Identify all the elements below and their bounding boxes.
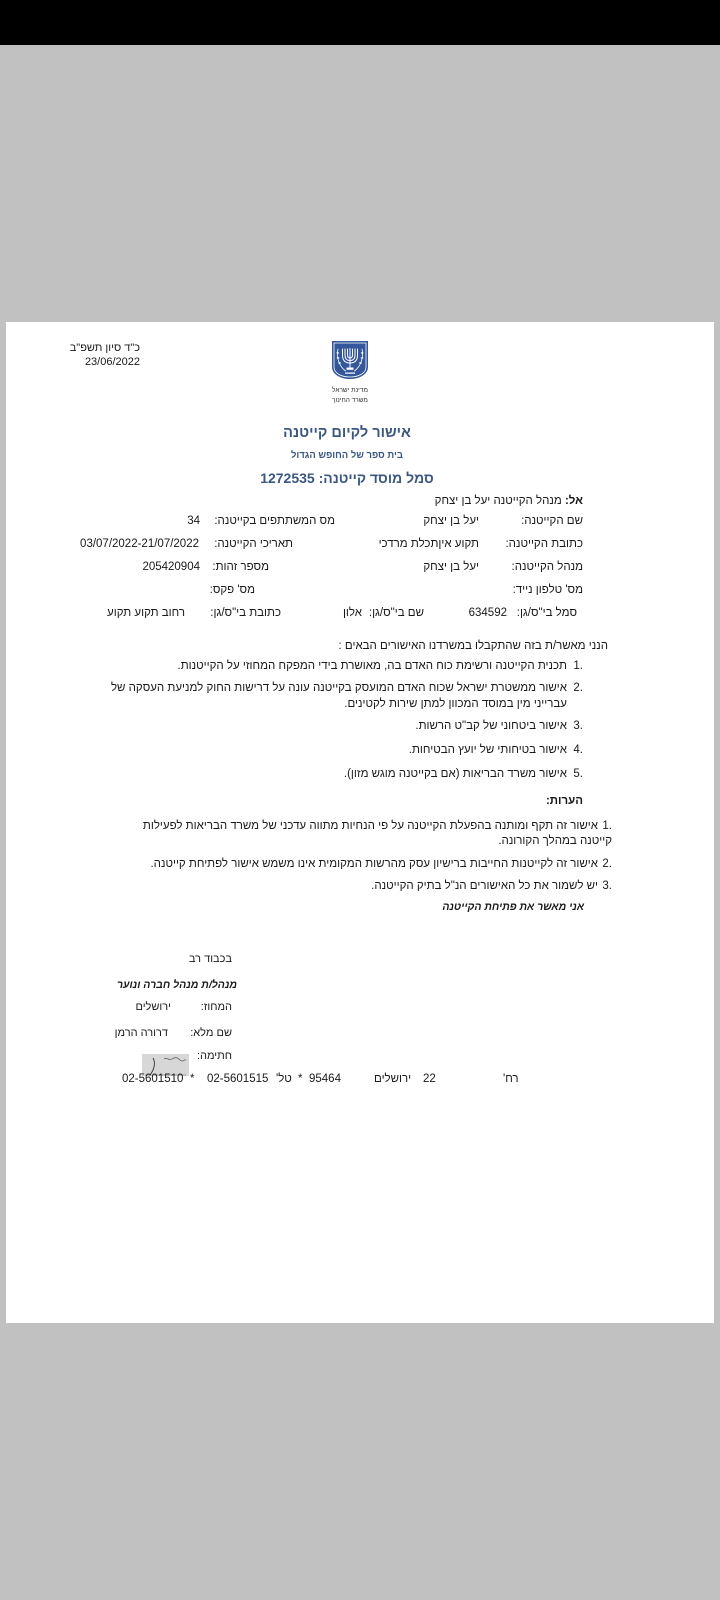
camp-address-label: כתובת הקייטנה: xyxy=(505,538,583,550)
participants-value: 34 xyxy=(187,515,200,527)
recipient-text: מנהל הקייטנה יעל בן יצחק xyxy=(434,495,562,507)
institution-code-label: סמל מוסד קייטנה: xyxy=(318,470,434,486)
camp-address-value: תקוע איןתכלת מרדכי xyxy=(378,538,479,550)
approvals-intro: הנני מאשר/ת בזה שהתקבלו במשרדנו האישורים הבאים : xyxy=(338,640,608,652)
recipient-label: אל: xyxy=(564,495,583,507)
approval-number: 1. xyxy=(573,660,583,672)
camp-name-value: יעל בן יצחק xyxy=(423,515,479,527)
document-page xyxy=(6,322,714,1323)
document-title: אישור לקיום קייטנה xyxy=(283,425,411,441)
approval-number: 3. xyxy=(573,720,583,732)
remark-number: 2. xyxy=(602,858,612,870)
fax-label: מס' פקס: xyxy=(209,584,255,596)
id-number-label: מספר זהות: xyxy=(212,561,269,573)
school-code-label: סמל בי"ס/גן: xyxy=(516,607,577,619)
document-subtitle: בית ספר של החופש הגדול xyxy=(290,450,403,461)
school-name-value: אלון xyxy=(342,607,362,619)
status-bar xyxy=(0,0,720,45)
district-label: המחוז: xyxy=(200,1001,232,1013)
footer-zip: 95464 xyxy=(309,1073,341,1085)
footer-separator: * xyxy=(190,1073,195,1085)
remark-number: 1. xyxy=(602,820,612,832)
mobile-phone-label: מס' טלפון נייד: xyxy=(512,584,583,596)
greeting: בכבוד רב xyxy=(188,953,232,965)
remarks-heading: הערות: xyxy=(545,795,583,807)
institution-code-value: 1272535 xyxy=(260,470,315,486)
ministry-line-2: משרד החינוך xyxy=(332,397,368,404)
approval-item: אישור משרד הבריאות (אם בקייטנה מוגש מזון). xyxy=(343,768,567,780)
recipient-line xyxy=(435,494,583,508)
remark-item-continuation: קייטנה במהלך הקורונה. xyxy=(498,835,612,847)
footer-phone-label: טל' xyxy=(276,1073,292,1085)
approval-item: תכנית הקייטנה ורשימת כוח האדם בה, מאושרת בידי המפקח המחוזי על הקייטנות. xyxy=(177,660,567,672)
camp-dates-label: תאריכי הקייטנה: xyxy=(214,538,293,550)
remark-number: 3. xyxy=(602,880,612,892)
school-code-value: 634592 xyxy=(468,607,507,619)
remark-item: אישור זה לקייטנות החייבות ברישיון עסק מהרשות המקומית אינו משמש אישור לפתיחת קייטנה. xyxy=(150,858,598,870)
camp-dates-value: 03/07/2022-21/07/2022 xyxy=(80,538,199,550)
approval-item: אישור בטיחותי של יועץ הבטיחות. xyxy=(408,744,567,756)
footer-phone: 02-5601515 xyxy=(207,1073,269,1085)
school-name-label: שם בי"ס/גן: xyxy=(368,607,424,619)
camp-manager-value: יעל בן יצחק xyxy=(423,561,479,573)
state-emblem-icon xyxy=(331,340,369,380)
remark-item: יש לשמור את כל האישורים הנ"ל בתיק הקייטנה. xyxy=(371,880,598,892)
camp-manager-label: מנהל הקייטנה: xyxy=(511,561,583,573)
footer-city: ירושלים xyxy=(374,1073,412,1085)
ministry-line-1: מדינת ישראל xyxy=(332,387,368,394)
approval-number: 5. xyxy=(573,768,583,780)
approval-item-continuation: עברייני מין במוסד המכוון למתן שירות לקטינים. xyxy=(344,698,567,710)
footer-separator: * xyxy=(298,1073,303,1085)
signature-label: חתימה: xyxy=(196,1050,232,1062)
footer-fax: 02-5601510 xyxy=(122,1073,184,1085)
camp-name-label: שם הקייטנה: xyxy=(521,515,583,527)
full-name-value: דרורה הרמן xyxy=(114,1027,168,1039)
hebrew-date: כ"ד סיון תשפ"ב xyxy=(69,342,140,354)
district-value: ירושלים xyxy=(135,1001,171,1013)
approval-number: 4. xyxy=(573,744,583,756)
approval-item: אישור ביטחוני של קב"ט הרשות. xyxy=(415,720,567,732)
remark-item: אישור זה תקף ומותנה בהפעלת הקייטנה על פי הנחיות מתווה עדכני של משרד הבריאות לפעילות xyxy=(142,820,598,832)
signer-role: מנהל/ת מנהל חברה ונוער xyxy=(116,979,237,991)
footer-street-label: רח' xyxy=(503,1073,519,1085)
footer-street-number: 22 xyxy=(423,1073,436,1085)
approval-number: 2. xyxy=(573,682,583,694)
id-number-value: 205420904 xyxy=(142,561,200,573)
document-viewer[interactable] xyxy=(0,45,720,1600)
full-name-label: שם מלא: xyxy=(190,1027,232,1039)
approval-item: אישור ממשטרת ישראל שכוח האדם המועסק בקייטנה עונה על דרישות החוק למניעת העסקה של xyxy=(110,682,567,694)
document-date: 23/06/2022 xyxy=(84,356,140,368)
participants-label: מס המשתתפים בקייטנה: xyxy=(214,515,335,527)
confirmation-statement: אני מאשר את פתיחת הקייטנה xyxy=(442,901,584,913)
school-address-label: כתובת בי"ס/גן: xyxy=(210,607,281,619)
institution-code xyxy=(6,470,688,487)
school-address-value: רחוב תקוע תקוע xyxy=(107,607,185,619)
